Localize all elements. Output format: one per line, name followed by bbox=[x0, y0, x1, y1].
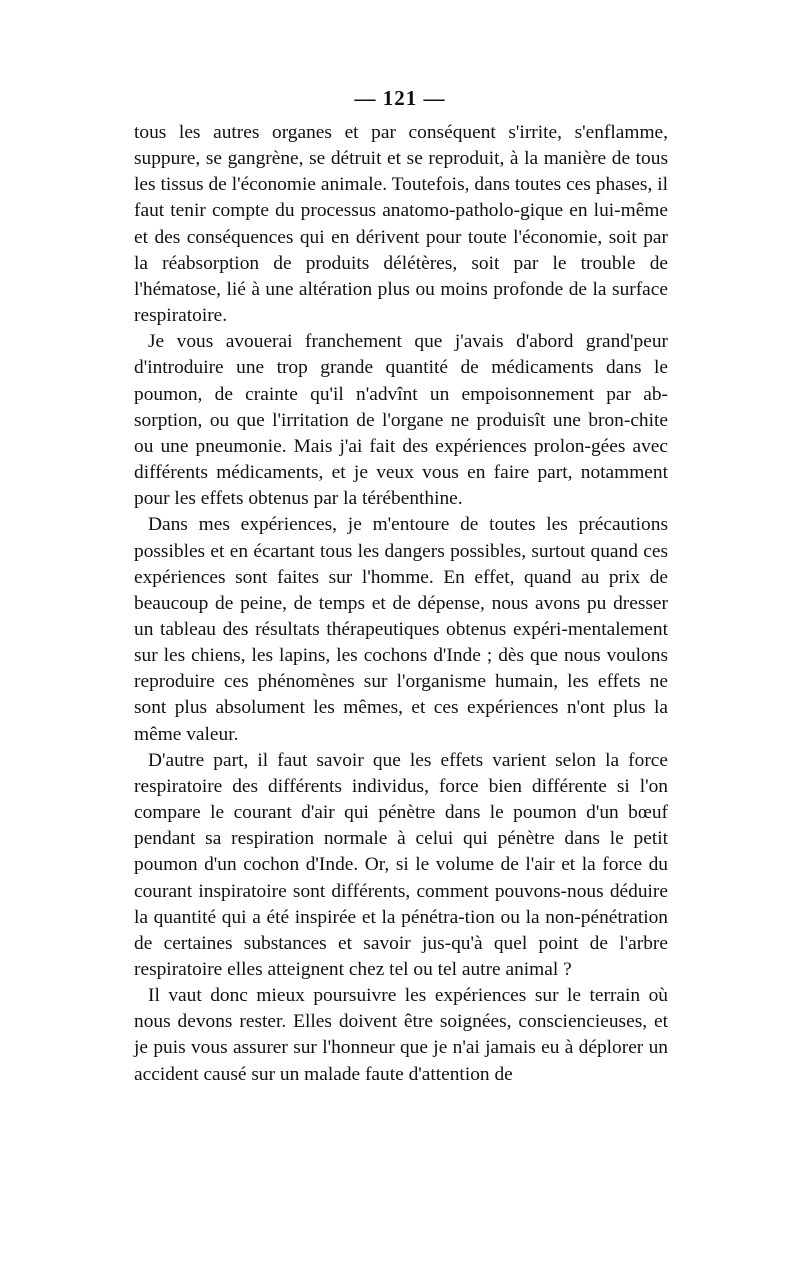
paragraph-2: Je vous avouerai franchement que j'avais d'abord grand'peur d'introduire une trop grande quantité de médicaments dans le poumon, de crainte qu'il n'advînt un empoisonnement par ab-sorption, ou que l'irritation de l'organe ne produisît une bron-chite ou une pneumonie. Mais j'ai fait des expériences prolon-gées avec différents médicaments, et je veux vous en faire part, notamment pour les effets obtenus par la térébenthine. bbox=[134, 331, 668, 510]
paragraph-3: Dans mes expériences, je m'entoure de toutes les précautions possibles et en écartant tous les dangers possibles, surtout quand ces expériences sont faites sur l'homme. En effet, quand au prix de beaucoup de peine, de temps et de dépense, nous avons pu dresser un tableau des résultats thérapeutiques obtenus expéri-mentalement sur les chiens, les lapins, les cochons d'Inde ; dès que nous voulons reproduire ces phénomènes sur l'organisme humain, les effets ne sont plus absolument les mêmes, et ces expériences n'ont plus la même valeur. bbox=[134, 514, 668, 745]
page-number-header: — 121 — bbox=[354, 86, 446, 110]
paragraph-5: Il vaut donc mieux poursuivre les expériences sur le terrain où nous devons rester. Elles doivent être soignées, consciencieuses, et je puis vous assurer sur l'honneur que je n'ai jamais eu à déplorer un accident causé sur un malade faute d'attention de bbox=[134, 985, 668, 1085]
body-text bbox=[134, 120, 668, 1088]
paragraph-1: tous les autres organes et par conséquent s'irrite, s'enflamme, suppure, se gangrène, se détruit et se reproduit, à la manière de tous les tissus de l'économie animale. Toutefois, dans toutes ces phases, il faut tenir compte du processus anatomo-patholo-gique en lui-même et des conséquences qui en dérivent pour toute l'économie, soit par la réabsorption de produits délétères, soit par le trouble de l'hématose, lié à une altération plus ou moins profonde de la surface respiratoire. bbox=[134, 122, 668, 327]
paragraph-4: D'autre part, il faut savoir que les effets varient selon la force respiratoire des différents individus, force bien différente si l'on compare le courant d'air qui pénètre dans le poumon d'un bœuf pendant sa respiration normale à celui qui pénètre dans le petit poumon d'un cochon d'Inde. Or, si le volume de l'air et la force du courant inspiratoire sont différents, comment pouvons-nous déduire la quantité qui a été inspirée et la pénétra-tion ou la non-pénétration de certaines substances et savoir jus-qu'à quel point de l'arbre respiratoire elles atteignent chez tel ou tel autre animal ? bbox=[134, 749, 668, 980]
